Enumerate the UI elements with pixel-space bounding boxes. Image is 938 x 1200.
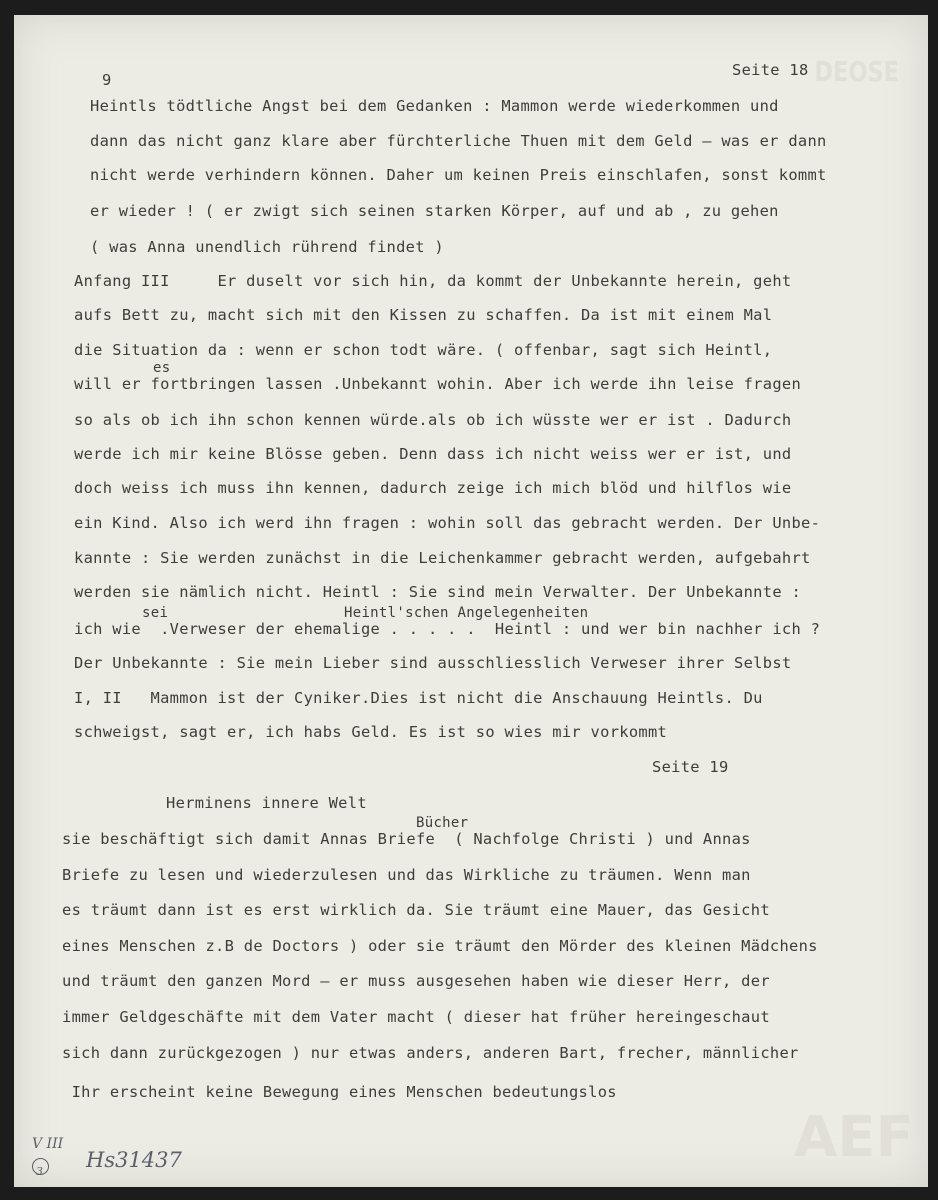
text-line: sich dann zurückgezogen ) nur etwas anders, anderen Bart, frecher, männlicher	[62, 1044, 799, 1062]
document-page	[14, 15, 928, 1187]
text-line: will er fortbringen lassen .Unbekannt wohin. Aber ich werde ihn leise fragen	[74, 375, 802, 393]
roman-annotation: V III	[32, 1136, 64, 1152]
text-line: kannte : Sie werden zunächst in die Leichenkammer gebracht werden, aufgebahrt	[74, 549, 811, 567]
seite-19-label: Seite 19	[652, 758, 729, 776]
text-line: nicht werde verhindern können. Daher um keinen Preis einschlafen, sonst kommt	[90, 166, 827, 184]
text-line: ( was Anna unendlich rührend findet )	[90, 238, 444, 256]
text-line: so als ob ich ihn schon kennen würde.als ob ich wüsste wer er ist . Dadurch	[74, 411, 792, 429]
insertion-sei: sei	[142, 605, 169, 621]
text-line: Briefe zu lesen und wiederzulesen und das Wirkliche zu träumen. Wenn man	[62, 866, 751, 884]
text-line: eines Menschen z.B de Doctors ) oder sie träumt den Mörder des kleinen Mädchens	[62, 937, 818, 955]
text-line: I, II Mammon ist der Cyniker.Dies ist nicht die Anschauung Heintls. Du	[74, 689, 763, 707]
text-line: die Situation da : wenn er schon todt wäre. ( offenbar, sagt sich Heintl,	[74, 341, 773, 359]
text-line: er wieder ! ( er zwigt sich seinen starken Körper, auf und ab , zu gehen	[90, 202, 779, 220]
insertion-heintlsche: Heintl'schen Angelegenheiten	[344, 605, 589, 621]
insertion-es: es	[153, 360, 171, 376]
text-line: Ihr erscheint keine Bewegung eines Menschen bedeutungslos	[62, 1083, 617, 1101]
text-line: Anfang III Er duselt vor sich hin, da kommt der Unbekannte herein, geht	[74, 272, 792, 290]
page-number: 9	[102, 71, 112, 89]
text-line: aufs Bett zu, macht sich mit den Kissen zu schaffen. Da ist mit einem Mal	[74, 306, 773, 324]
text-line: ein Kind. Also ich werd ihn fragen : wohin soll das gebracht werden. Der Unbe-	[74, 514, 821, 532]
text-line: dann das nicht ganz klare aber fürchterliche Thuen mit dem Geld – was er dann	[90, 132, 827, 150]
text-line: Der Unbekannte : Sie mein Lieber sind ausschliesslich Verweser ihrer Selbst	[74, 654, 792, 672]
watermark: DEOSE	[814, 55, 899, 88]
watermark: AEF	[794, 1105, 914, 1170]
signature-annotation: Hs31437	[86, 1148, 182, 1172]
section-title: Herminens innere Welt	[166, 794, 367, 812]
text-line: es träumt dann ist es erst wirklich da. Sie träumt eine Mauer, das Gesicht	[62, 901, 770, 919]
seite-label: Seite 18	[732, 61, 809, 79]
text-line: doch weiss ich muss ihn kennen, dadurch zeige ich mich blöd und hilflos wie	[74, 479, 792, 497]
text-line: Heintls tödtliche Angst bei dem Gedanken : Mammon werde wiederkommen und	[90, 97, 779, 115]
text-line: werde ich mir keine Blösse geben. Denn dass ich nicht weiss wer er ist, und	[74, 445, 792, 463]
text-line: sie beschäftigt sich damit Annas Briefe ( Nachfolge Christi ) und Annas	[62, 830, 751, 848]
text-line: ich wie .Verweser der ehemalige . . . . . Heintl : und wer bin nachher ich ?	[74, 620, 821, 638]
insertion-buecher: Bücher	[416, 815, 469, 831]
text-line: immer Geldgeschäfte mit dem Vater macht ( dieser hat früher hereingeschaut	[62, 1008, 770, 1026]
text-line: und träumt den ganzen Mord – er muss ausgesehen haben wie dieser Herr, der	[62, 972, 770, 990]
circled-number: 3	[32, 1158, 49, 1175]
text-line: werden sie nämlich nicht. Heintl : Sie sind mein Verwalter. Der Unbekannte :	[74, 583, 802, 601]
text-line: schweigst, sagt er, ich habs Geld. Es ist so wies mir vorkommt	[74, 723, 668, 741]
